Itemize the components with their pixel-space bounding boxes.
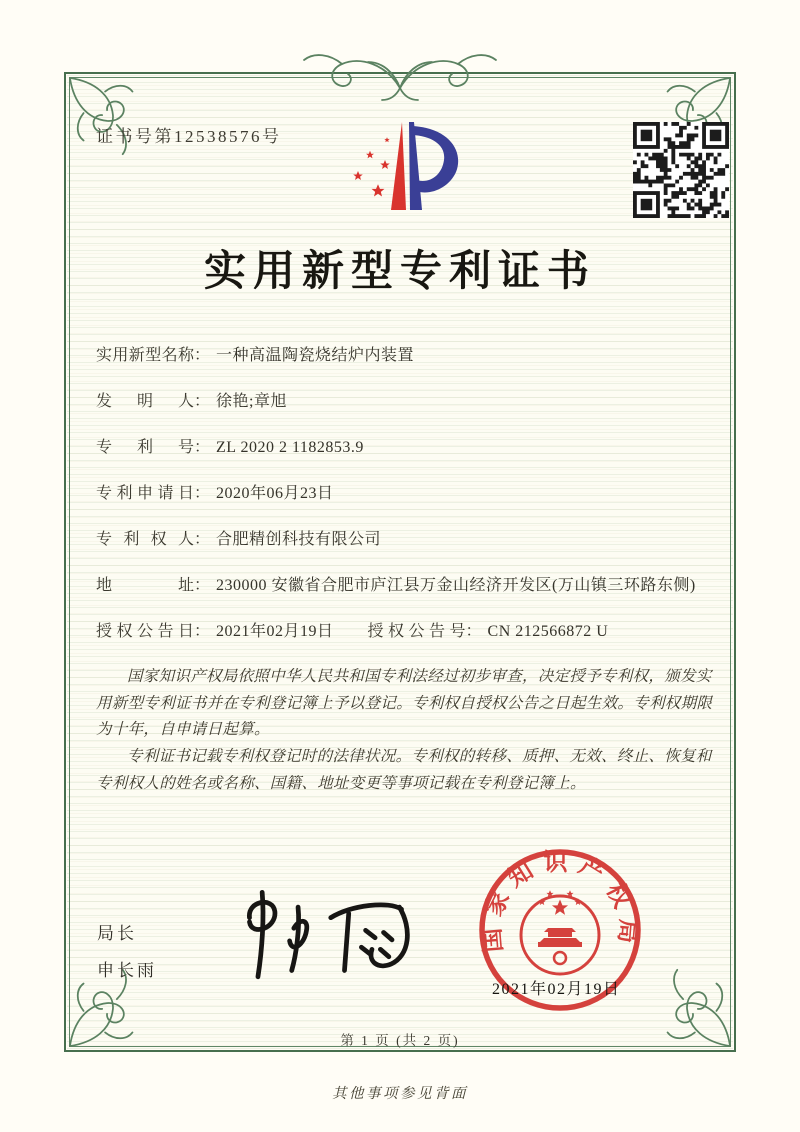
field-row-grant: 授权公告日 ： 2021年02月19日 授权公告号 ： CN 212566872 U	[96, 617, 708, 647]
field-label: 授权公告日	[96, 623, 194, 640]
legal-text	[96, 664, 718, 797]
signer-title: 局长	[97, 924, 137, 943]
field-row-address: 地址 ： 230000 安徽省合肥市庐江县万金山经济开发区(万山镇三环路东侧)	[96, 571, 708, 601]
seal-date: 2021年02月19日	[492, 981, 621, 998]
qr-code	[633, 122, 729, 218]
back-side-note: 其他事项参见背面	[332, 1086, 468, 1102]
field-label: 专利权人	[96, 531, 194, 548]
field-value: 徐艳;章旭	[216, 393, 287, 410]
field-row-patentee: 专利权人 ： 合肥精创科技有限公司	[96, 525, 708, 555]
field-row-filing-date: 专利申请日 ： 2020年06月23日	[96, 479, 708, 509]
field-value: ZL 2020 2 1182853.9	[216, 439, 364, 456]
grant-date-value: 2021年02月19日	[216, 623, 334, 640]
director-signature	[228, 886, 423, 981]
field-row-patent-number: 专利号 ： ZL 2020 2 1182853.9	[96, 433, 708, 463]
seal-text: 国家知识产权局	[478, 850, 642, 954]
certificate-number: 证书号第12538576号	[96, 127, 282, 146]
signer-name: 申长雨	[97, 961, 157, 980]
field-row-name: 实用新型名称 ： 一种高温陶瓷烧结炉内装置	[96, 341, 708, 371]
field-value: 230000 安徽省合肥市庐江县万金山经济开发区(万山镇三环路东侧)	[216, 577, 696, 594]
field-label: 发明人	[96, 393, 194, 410]
field-value: 一种高温陶瓷烧结炉内装置	[216, 347, 415, 364]
field-label: 实用新型名称	[96, 347, 194, 364]
legal-paragraph: 国家知识产权局依照中华人民共和国专利法经过初步审查，决定授予专利权，颁发实用新型专利证书并在专利登记簿上予以登记。专利权自授权公告之日起生效。专利权期限为十年，自申请日起算。	[96, 668, 713, 739]
certificate-title: 实用新型专利证书	[203, 249, 596, 295]
field-value: 合肥精创科技有限公司	[216, 531, 382, 548]
field-value: 2020年06月23日	[216, 485, 334, 502]
field-label: 专利申请日	[96, 485, 194, 502]
field-row-inventor: 发明人 ： 徐艳;章旭	[96, 387, 708, 417]
page-number: 第 1 页 (共 2 页)	[340, 1033, 460, 1048]
field-label: 专利号	[96, 439, 194, 456]
field-list	[96, 341, 708, 663]
grant-number-value: CN 212566872 U	[487, 623, 609, 640]
field-label: 授权公告号	[367, 623, 466, 640]
cnipa-logo-icon	[330, 110, 500, 232]
field-label: 地址	[96, 577, 194, 594]
signer-block	[97, 915, 157, 989]
legal-paragraph: 专利证书记载专利权登记时的法律状况。专利权的转移、质押、无效、终止、恢复和专利权人的姓名或名称、国籍、地址变更等事项记载在专利登记簿上。	[96, 747, 712, 792]
